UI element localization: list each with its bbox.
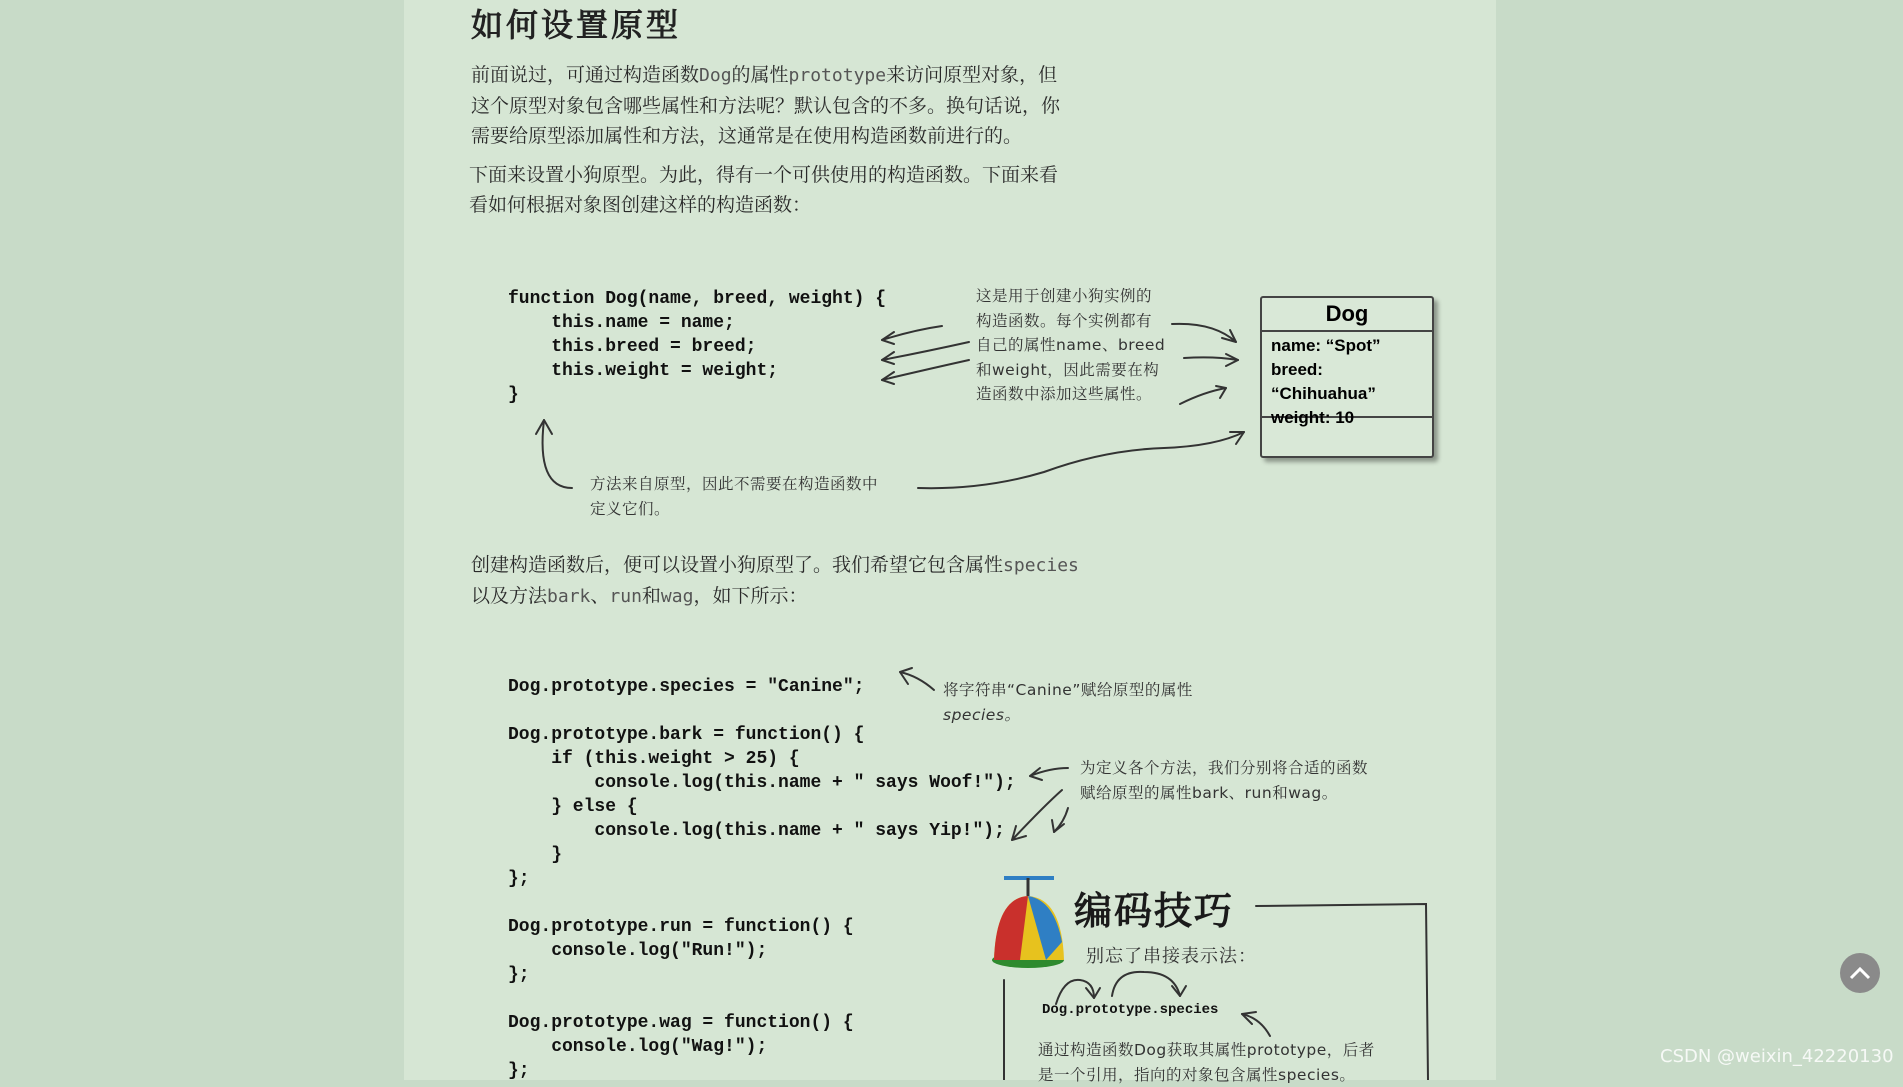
inline-code: prototype <box>789 65 887 86</box>
note-line: 为定义各个方法，我们分别将合适的函数 <box>1080 756 1410 781</box>
property-weight: weight: 10 <box>1271 406 1423 430</box>
inline-code: wag <box>661 586 694 607</box>
text-line: 看如何根据对象图创建这样的构造函数： <box>469 190 1119 220</box>
note-line: 自己的属性name、breed <box>976 333 1186 358</box>
note-line: 赋给原型的属性bark、run和wag。 <box>1080 781 1410 806</box>
annotation-arrows <box>404 0 1496 1080</box>
section-title: 如何设置原型 <box>471 0 681 46</box>
text-line: 下面来设置小狗原型。为此，得有一个可供使用的构造函数。下面来看 <box>469 160 1119 190</box>
species-code: Dog.prototype.species = "Canine"; <box>508 675 864 699</box>
inline-code: Dog <box>699 65 732 86</box>
text-line: 这个原型对象包含哪些属性和方法呢？默认包含的不多。换句话说，你 <box>471 91 1121 121</box>
note-line: 是一个引用，指向的对象包含属性species。 <box>1038 1063 1428 1087</box>
chevron-up-icon <box>1849 966 1871 980</box>
scroll-to-top-button[interactable] <box>1840 953 1880 993</box>
note-line: 方法来自原型，因此不需要在构造函数中 <box>590 472 950 497</box>
constructor-code: function Dog(name, breed, weight) { this.name = name; this.breed = breed; this.weight = weight; } <box>508 287 886 407</box>
inline-code: species <box>1003 555 1079 576</box>
text-span: 和 <box>642 585 661 607</box>
text-span: 来访问原型对象，但 <box>886 64 1057 86</box>
text-span: ，如下所示： <box>693 585 807 607</box>
note-line: species。 <box>943 703 1243 728</box>
text-span: 创建构造函数后，便可以设置小狗原型了。我们希望它包含属性 <box>471 554 1003 576</box>
watermark: CSDN @weixin_42220130 <box>1660 1046 1894 1067</box>
note-line: 造函数中添加这些属性。 <box>976 382 1186 407</box>
note-line: 这是用于创建小狗实例的 <box>976 284 1186 309</box>
dog-object-title: Dog <box>1262 298 1432 332</box>
property-name: name: “Spot” <box>1271 334 1423 358</box>
book-page <box>404 0 1496 1080</box>
note-line: 和weight，因此需要在构 <box>976 358 1186 383</box>
property-breed: breed: “Chihuahua” <box>1271 358 1423 406</box>
text-span: 前面说过，可通过构造函数 <box>471 64 699 86</box>
tip-title: 编码技巧 <box>1074 880 1234 935</box>
note-line: 将字符串“Canine”赋给原型的属性 <box>943 678 1243 703</box>
text-span: 、 <box>590 585 609 607</box>
inline-code: bark <box>547 586 590 607</box>
text-line: 需要给原型添加属性和方法，这通常是在使用构造函数前进行的。 <box>471 121 1121 151</box>
bark-code: Dog.prototype.bark = function() { if (this.weight > 25) { console.log(this.name + " says Woof!"); } else { console.log(this.name + " says Yip!"); } }; <box>508 723 1016 891</box>
tip-subtitle: 别忘了串接表示法： <box>1086 942 1257 968</box>
text-span: 以及方法 <box>471 585 547 607</box>
tip-code: Dog.prototype.species <box>1042 1002 1218 1018</box>
wag-code: Dog.prototype.wag = function() { console.log("Wag!"); }; <box>508 1011 854 1083</box>
note-line: 定义它们。 <box>590 497 950 522</box>
note-line: 构造函数。每个实例都有 <box>976 309 1186 334</box>
run-code: Dog.prototype.run = function() { console.log("Run!"); }; <box>508 915 854 987</box>
inline-code: run <box>609 586 642 607</box>
text-span: 的属性 <box>732 64 789 86</box>
note-line: 通过构造函数Dog获取其属性prototype，后者 <box>1038 1038 1428 1063</box>
